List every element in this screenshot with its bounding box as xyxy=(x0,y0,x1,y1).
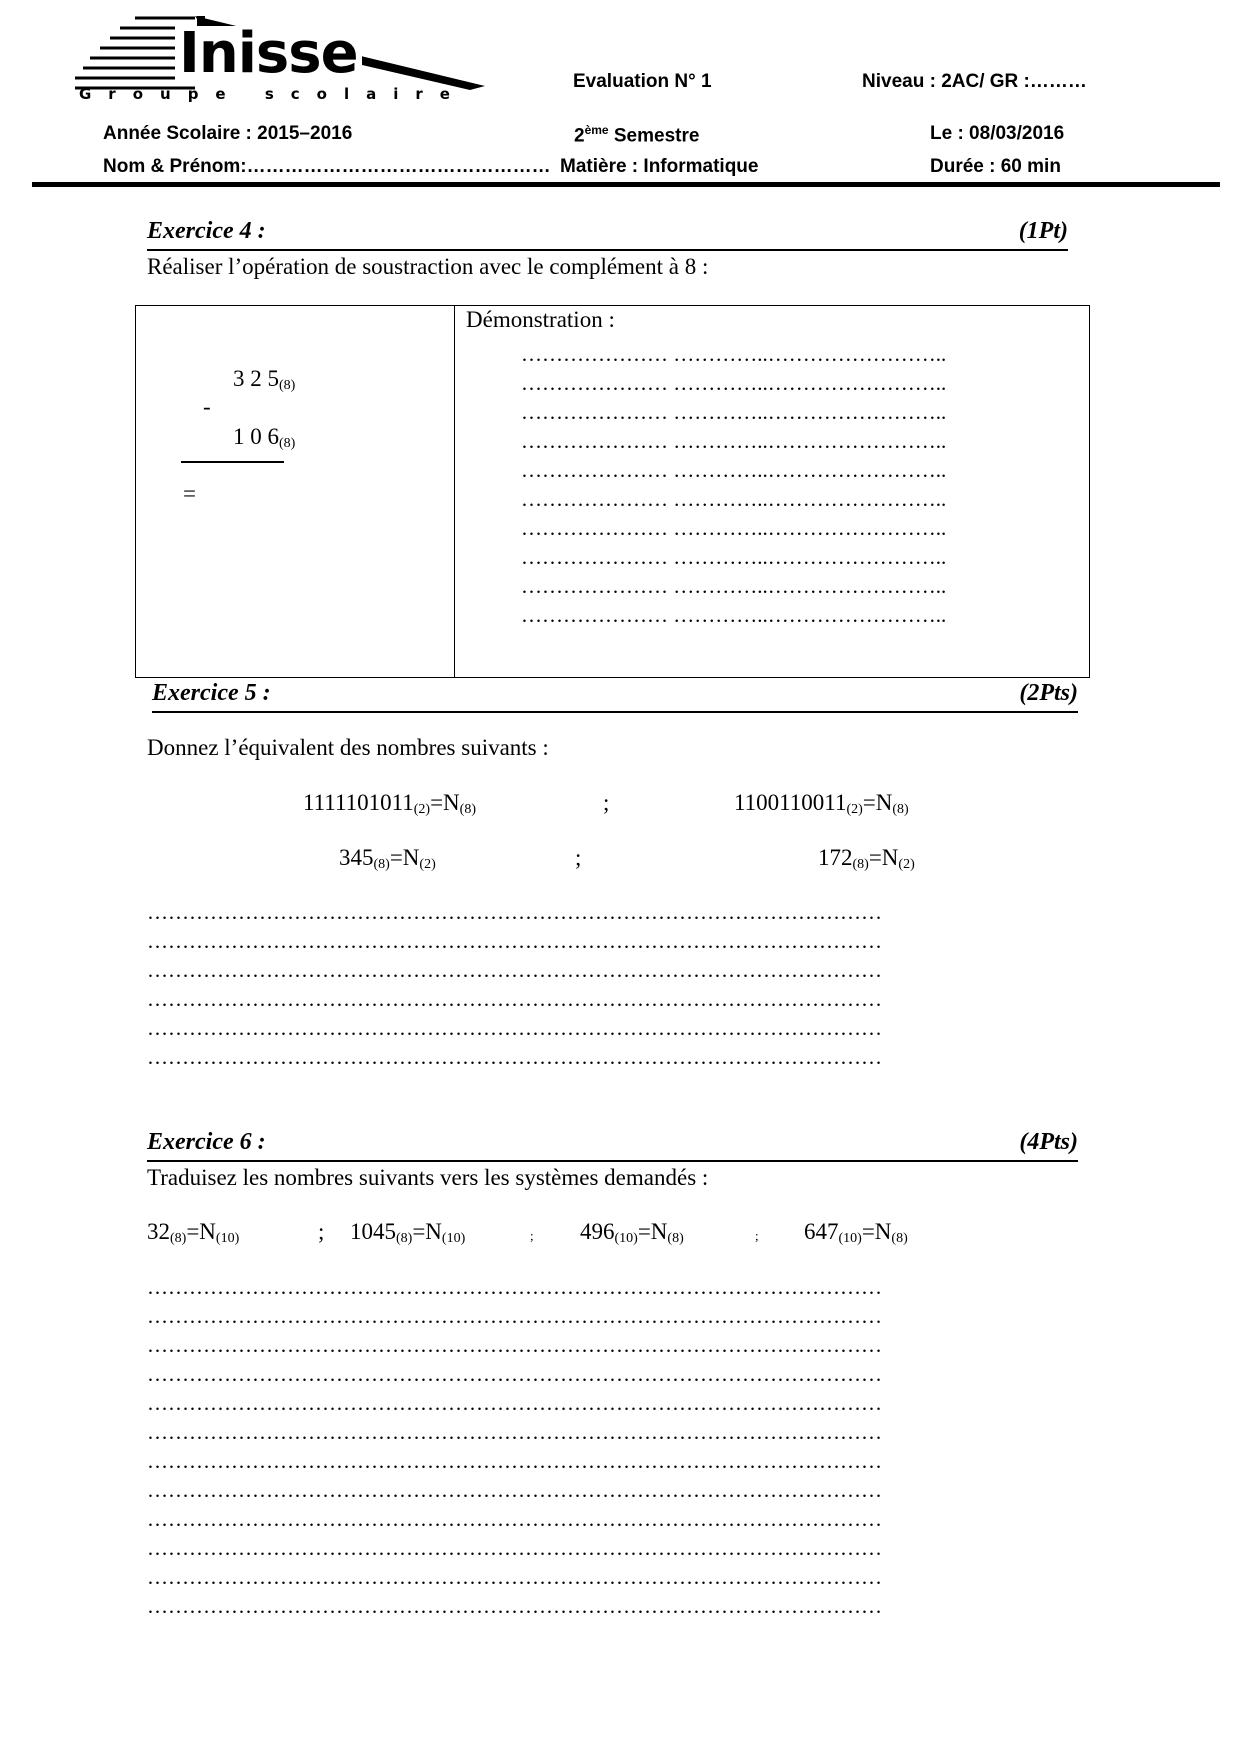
ex6-item-1-base-out: (10) xyxy=(215,1231,240,1246)
ex6-item-4-eq: =N xyxy=(861,1219,892,1244)
answer-line[interactable]: …………………………………………………………………………………………… xyxy=(147,1045,882,1069)
answer-line[interactable]: …………………………………………………………………………………………… xyxy=(147,1594,882,1618)
ex6-item-3-base-out: (8) xyxy=(667,1231,684,1246)
ex5-heading xyxy=(152,682,1078,713)
ex5-separator-2: ; xyxy=(575,845,582,870)
ex5-title: Exercice 5 : xyxy=(152,680,271,706)
niveau-group: Niveau : 2AC/ GR :……… xyxy=(862,71,1087,92)
ex6-item-1 xyxy=(147,1219,239,1247)
demo-line[interactable]: ………………… …………..…………………….. xyxy=(521,516,947,540)
duration: Durée : 60 min xyxy=(930,156,1061,177)
demo-line[interactable]: ………………… …………..…………………….. xyxy=(521,400,947,424)
ex6-item-3 xyxy=(580,1219,684,1247)
ex5-item-1 xyxy=(303,790,476,818)
ex5-item-3-eq: =N xyxy=(389,845,420,870)
ex6-points: (4Pts) xyxy=(1019,1129,1078,1155)
answer-line[interactable]: …………………………………………………………………………………………… xyxy=(147,1391,882,1415)
ex5-item-3-number: 345 xyxy=(339,845,374,870)
ex4-operand-1-base: (8) xyxy=(279,378,296,393)
ex5-item-3-base-in: (8) xyxy=(373,857,390,872)
ex6-heading xyxy=(147,1131,1078,1162)
student-name-field[interactable]: Nom & Prénom:………………………………………… xyxy=(103,156,551,177)
ex4-operand-2-base: (8) xyxy=(279,436,296,451)
ex6-title: Exercice 6 : xyxy=(147,1129,266,1155)
ex6-item-3-number: 496 xyxy=(580,1219,615,1244)
demo-line[interactable]: ………………… …………..…………………….. xyxy=(521,342,947,366)
ex5-item-4-base-in: (8) xyxy=(852,857,869,872)
answer-line[interactable]: …………………………………………………………………………………………… xyxy=(147,1478,882,1502)
ex6-item-3-eq: =N xyxy=(637,1219,668,1244)
ex4-operation-cell xyxy=(136,306,455,678)
header-divider xyxy=(32,182,1220,187)
ex4-points: (1Pt) xyxy=(1018,218,1068,244)
answer-line[interactable]: …………………………………………………………………………………………… xyxy=(147,1333,882,1357)
ex5-item-4 xyxy=(818,845,915,873)
school-year: Année Scolaire : 2015–2016 xyxy=(103,123,353,144)
ex4-heading xyxy=(147,220,1068,251)
ex5-item-3 xyxy=(339,845,436,873)
subject: Matière : Informatique xyxy=(560,156,759,177)
ex5-item-2 xyxy=(734,790,909,818)
ex5-item-2-base-in: (2) xyxy=(846,802,863,817)
ex5-item-1-base-in: (2) xyxy=(413,802,431,817)
demo-line[interactable]: ………………… …………..…………………….. xyxy=(521,429,947,453)
ex5-points: (2Pts) xyxy=(1019,680,1078,706)
demo-line[interactable]: ………………… …………..…………………….. xyxy=(521,458,947,482)
ex5-item-2-base-out: (8) xyxy=(892,802,909,817)
ex4-minus-sign: - xyxy=(203,394,211,419)
answer-line[interactable]: …………………………………………………………………………………………… xyxy=(147,1449,882,1473)
ex5-separator-1: ; xyxy=(603,790,610,815)
ex4-operand-2 xyxy=(233,424,295,452)
ex4-demo-label: Démonstration : xyxy=(466,307,615,332)
ex6-separator-3: ; xyxy=(755,1228,759,1243)
semester-suffix: ème xyxy=(584,123,609,137)
ex5-item-4-number: 172 xyxy=(818,845,853,870)
ex4-operand-1 xyxy=(233,366,295,394)
answer-line[interactable]: …………………………………………………………………………………………… xyxy=(147,1362,882,1386)
answer-line[interactable]: …………………………………………………………………………………………… xyxy=(147,900,882,924)
demo-line[interactable]: ………………… …………..…………………….. xyxy=(521,603,947,627)
answer-line[interactable]: …………………………………………………………………………………………… xyxy=(147,1420,882,1444)
ex5-item-4-eq: =N xyxy=(868,845,899,870)
ex6-instruction: Traduisez les nombres suivants vers les systèmes demandés : xyxy=(147,1165,709,1190)
ex6-item-1-base-in: (8) xyxy=(170,1231,187,1246)
ex6-item-4 xyxy=(804,1219,908,1247)
answer-line[interactable]: …………………………………………………………………………………………… xyxy=(147,1565,882,1589)
answer-line[interactable]: …………………………………………………………………………………………… xyxy=(147,1507,882,1531)
ex4-operand-1-digits: 3 2 5 xyxy=(233,366,279,391)
ex6-separator-1: ; xyxy=(318,1219,325,1244)
semester xyxy=(574,123,699,147)
ex5-item-1-eq: =N xyxy=(430,790,460,815)
ex6-item-1-number: 32 xyxy=(147,1219,170,1244)
demo-line[interactable]: ………………… …………..…………………….. xyxy=(521,574,947,598)
ex6-item-4-base-out: (8) xyxy=(891,1231,908,1246)
ex6-item-2-base-in: (8) xyxy=(396,1231,413,1246)
ex4-operand-2-digits: 1 0 6 xyxy=(233,424,279,449)
answer-line[interactable]: …………………………………………………………………………………………… xyxy=(147,1275,882,1299)
ex6-item-2-number: 1045 xyxy=(350,1219,396,1244)
answer-line[interactable]: …………………………………………………………………………………………… xyxy=(147,1016,882,1040)
ex6-item-4-base-in: (10) xyxy=(838,1231,862,1246)
ex6-item-4-number: 647 xyxy=(804,1219,839,1244)
ex6-item-1-eq: =N xyxy=(186,1219,216,1244)
ex6-item-2 xyxy=(350,1219,465,1247)
ex5-answer-area[interactable] xyxy=(147,898,992,1072)
answer-line[interactable]: …………………………………………………………………………………………… xyxy=(147,1536,882,1560)
semester-number: 2 xyxy=(574,125,585,147)
semester-label: Semestre xyxy=(608,125,700,147)
ex5-item-4-base-out: (2) xyxy=(898,857,915,872)
ex5-item-1-number: 1111101011 xyxy=(303,790,414,815)
exam-date: Le : 08/03/2016 xyxy=(930,123,1065,144)
ex6-item-2-base-out: (10) xyxy=(441,1231,466,1246)
demo-line[interactable]: ………………… …………..…………………….. xyxy=(521,371,947,395)
ex5-item-3-base-out: (2) xyxy=(419,857,436,872)
ex5-item-2-number: 1100110011 xyxy=(734,790,847,815)
answer-line[interactable]: …………………………………………………………………………………………… xyxy=(147,987,882,1011)
ex4-demo-lines[interactable] xyxy=(521,340,1031,630)
ex4-instruction: Réaliser l’opération de soustraction avec le complément à 8 : xyxy=(147,254,709,279)
ex6-separator-2: ; xyxy=(530,1228,534,1243)
demo-line[interactable]: ………………… …………..…………………….. xyxy=(521,545,947,569)
logo-name: Inisse xyxy=(175,26,362,82)
ex4-title: Exercice 4 : xyxy=(147,218,266,244)
ex6-item-3-base-in: (10) xyxy=(614,1231,638,1246)
ex6-item-2-eq: =N xyxy=(412,1219,442,1244)
demo-line[interactable]: ………………… …………..…………………….. xyxy=(521,487,947,511)
ex4-demonstration-cell[interactable] xyxy=(455,306,1090,678)
school-logo xyxy=(75,12,495,104)
ex5-item-2-eq: =N xyxy=(862,790,893,815)
answer-line[interactable]: …………………………………………………………………………………………… xyxy=(147,958,882,982)
ex6-answer-area[interactable] xyxy=(147,1273,992,1621)
evaluation-number: Evaluation N° 1 xyxy=(573,71,712,92)
ex4-table xyxy=(135,305,1090,678)
ex5-item-1-base-out: (8) xyxy=(459,802,476,817)
ex4-operation-rule xyxy=(181,461,284,463)
ex4-equals-sign: = xyxy=(183,481,196,506)
logo-subtitle: Groupe scolaire xyxy=(79,85,467,103)
answer-line[interactable]: …………………………………………………………………………………………… xyxy=(147,1304,882,1328)
ex5-instruction: Donnez l’équivalent des nombres suivants : xyxy=(147,735,549,760)
answer-line[interactable]: …………………………………………………………………………………………… xyxy=(147,929,882,953)
